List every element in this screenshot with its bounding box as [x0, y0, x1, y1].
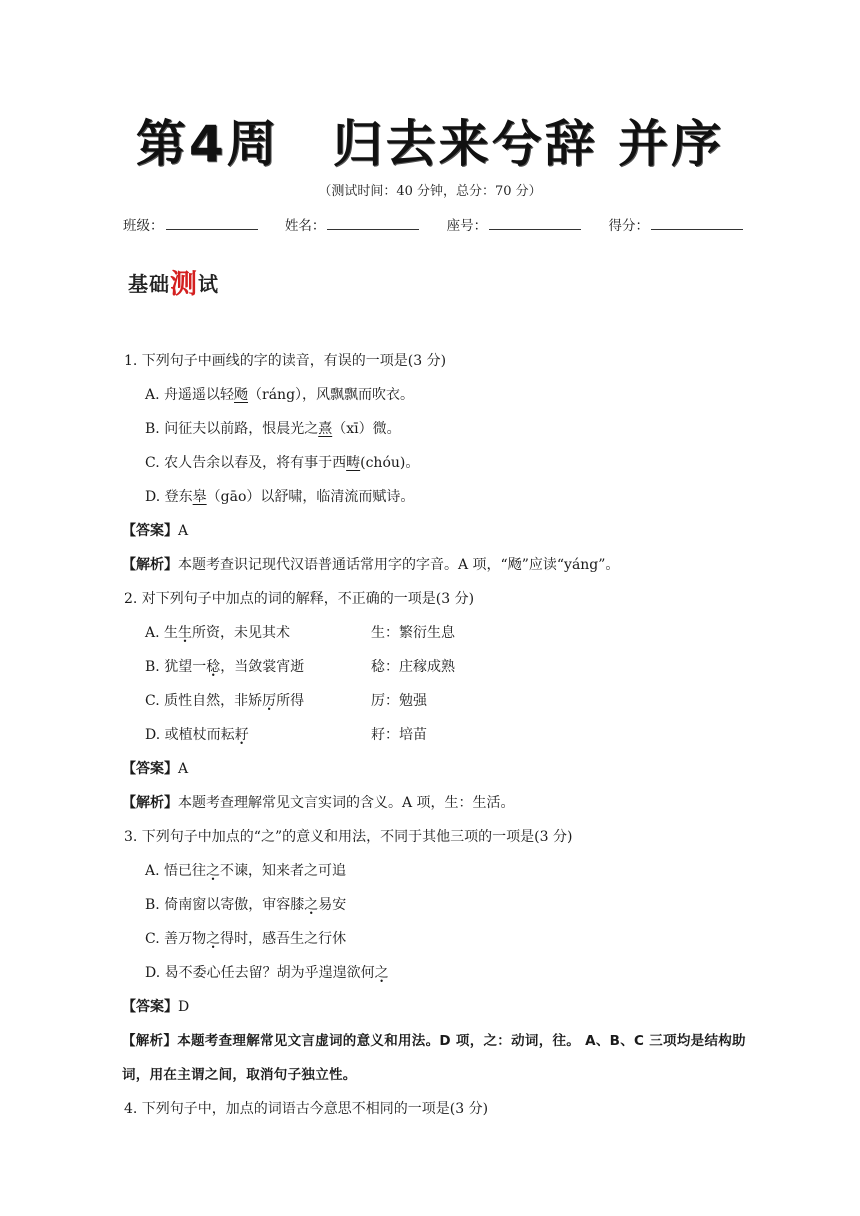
question-3-explanation-cont: 词，用在主谓之间，取消句子独立性。 [122, 1067, 357, 1083]
score-field [608, 214, 743, 234]
question-4-stem: 4. 下列句子中，加点的词语古今意思不相同的一项是(3 分) [124, 1101, 489, 1117]
class-label: 班级： [123, 218, 164, 234]
section-heading-basic-test: 基础测试 [128, 269, 219, 300]
class-field [123, 214, 258, 234]
question-2-option-a: A. 生生所资，未见其术 [145, 625, 291, 641]
name-blank [327, 215, 419, 230]
question-1-explanation: 【解析】本题考查识记现代汉语普通话常用字的字音。A 项，“飏”应读“yáng”。 [122, 557, 620, 573]
question-3-option-d: D. 曷不委心任去留？胡为乎遑遑欲何之 [145, 965, 389, 981]
question-3-option-b: B. 倚南窗以寄傲，审容膝之易安 [145, 897, 347, 913]
score-label: 得分： [608, 218, 649, 234]
question-2-gloss-d: 耔：培苗 [371, 727, 427, 743]
test-info-subtitle: （测试时间：40 分钟，总分：70 分） [318, 184, 542, 199]
question-2-gloss-a: 生：繁衍生息 [371, 625, 455, 641]
page-title: 第4周 归去来兮辞 并序 [135, 115, 725, 173]
class-blank [166, 215, 258, 230]
name-label: 姓名： [284, 218, 326, 234]
question-3-answer: 【答案】D [122, 999, 190, 1015]
question-3-stem: 3. 下列句子中加点的“之”的意义和用法，不同于其他三项的一项是(3 分) [124, 829, 573, 845]
question-2-answer: 【答案】A [122, 761, 189, 777]
question-2-gloss-b: 稔：庄稼成熟 [371, 659, 455, 675]
question-1-option-d: D. 登东皋（gāo）以舒啸，临清流而赋诗。 [145, 489, 415, 505]
question-1-option-b: B. 问征夫以前路，恨晨光之熹（xī）微。 [145, 421, 401, 437]
question-1-option-c: C. 农人告余以春及，将有事于西畴(chóu)。 [145, 455, 420, 471]
question-1-answer: 【答案】A [122, 523, 189, 539]
question-1-stem: 1. 下列句子中画线的字的读音，有误的一项是(3 分) [124, 353, 447, 369]
seat-blank [489, 215, 581, 230]
question-2-option-b: B. 犹望一稔，当敛裳宵逝 [145, 659, 305, 675]
student-info-row [123, 214, 743, 234]
question-1-option-a: A. 舟遥遥以轻飏（ráng），风飘飘而吹衣。 [145, 387, 415, 403]
score-blank [651, 215, 743, 230]
question-2-explanation: 【解析】本题考查理解常见文言实词的含义。A 项，生：生活。 [122, 795, 515, 811]
question-2-stem: 2. 对下列句子中加点的词的解释，不正确的一项是(3 分) [124, 591, 475, 607]
question-2-option-d: D. 或植杖而耘耔 [145, 727, 249, 743]
seat-field [447, 214, 582, 234]
seat-label: 座号： [446, 218, 488, 234]
question-2-option-c: C. 质性自然，非矫厉所得 [145, 693, 305, 709]
question-3-option-c: C. 善万物之得时，感吾生之行休 [145, 931, 347, 947]
question-3-explanation: 【解析】本题考查理解常见文言虚词的意义和用法。D 项，之：动词，往。 A、B、C 三项均是结构助 [122, 1033, 746, 1049]
question-2-gloss-c: 厉：勉强 [371, 693, 427, 709]
name-field [285, 214, 420, 234]
question-3-option-a: A. 悟已往之不谏，知来者之可追 [145, 863, 347, 879]
